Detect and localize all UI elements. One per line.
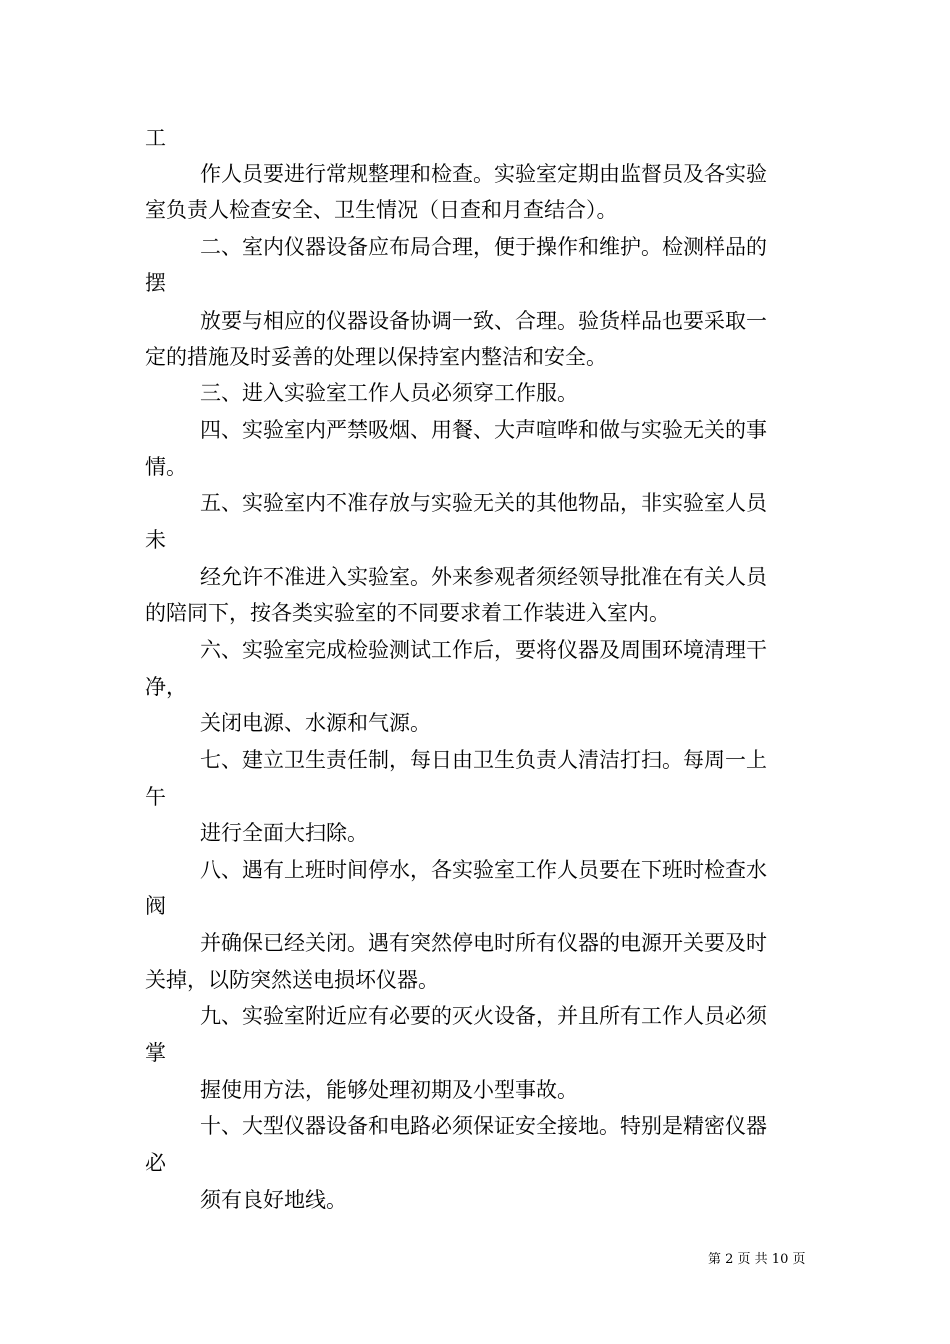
text-line: 三、进入实验室工作人员必须穿工作服。	[200, 381, 578, 405]
text-line: 必	[145, 1151, 166, 1175]
text-line: 须有良好地线。	[200, 1188, 347, 1212]
page-number: 第 2 页 共 10 页	[708, 1252, 806, 1267]
text-line: 的陪同下，按各类实验室的不同要求着工作装进入室内。	[145, 601, 670, 625]
text-line: 作人员要进行常规整理和检查。实验室定期由监督员及各实验	[200, 162, 767, 186]
text-line: 进行全面大扫除。	[200, 821, 368, 845]
text-line: 八、遇有上班时间停水，各实验室工作人员要在下班时检查水	[200, 858, 767, 882]
text-line: 七、建立卫生责任制，每日由卫生负责人清洁打扫。每周一上	[200, 748, 767, 772]
text-line: 二、室内仪器设备应布局合理，便于操作和维护。检测样品的	[200, 235, 767, 259]
text-line: 工	[145, 126, 166, 150]
text-line: 经允许不准进入实验室。外来参观者须经领导批准在有关人员	[200, 565, 767, 589]
text-line: 六、实验室完成检验测试工作后，要将仪器及周围环境清理干	[200, 638, 767, 662]
text-line: 四、实验室内严禁吸烟、用餐、大声喧哗和做与实验无关的事	[200, 418, 767, 442]
text-line: 放要与相应的仪器设备协调一致、合理。验货样品也要采取一	[200, 309, 767, 333]
text-line: 净，	[145, 675, 187, 699]
text-line: 十、大型仪器设备和电路必须保证安全接地。特别是精密仪器	[200, 1114, 767, 1138]
text-line: 摆	[145, 271, 166, 295]
text-line: 关掉，以防突然送电损坏仪器。	[145, 968, 439, 992]
text-line: 定的措施及时妥善的处理以保持室内整洁和安全。	[145, 345, 607, 369]
text-line: 室负责人检查安全、卫生情况（日查和月查结合）。	[145, 198, 618, 222]
text-line: 并确保已经关闭。遇有突然停电时所有仪器的电源开关要及时	[200, 931, 767, 955]
text-line: 阀	[145, 894, 166, 918]
text-line: 关闭电源、水源和气源。	[200, 711, 431, 735]
text-line: 握使用方法，能够处理初期及小型事故。	[200, 1078, 578, 1102]
text-line: 午	[145, 785, 166, 809]
text-line: 九、实验室附近应有必要的灭火设备，并且所有工作人员必须	[200, 1004, 767, 1028]
text-line: 情。	[145, 455, 187, 479]
text-line: 未	[145, 528, 166, 552]
text-line: 掌	[145, 1041, 166, 1065]
text-line: 五、实验室内不准存放与实验无关的其他物品，非实验室人员	[200, 491, 767, 515]
